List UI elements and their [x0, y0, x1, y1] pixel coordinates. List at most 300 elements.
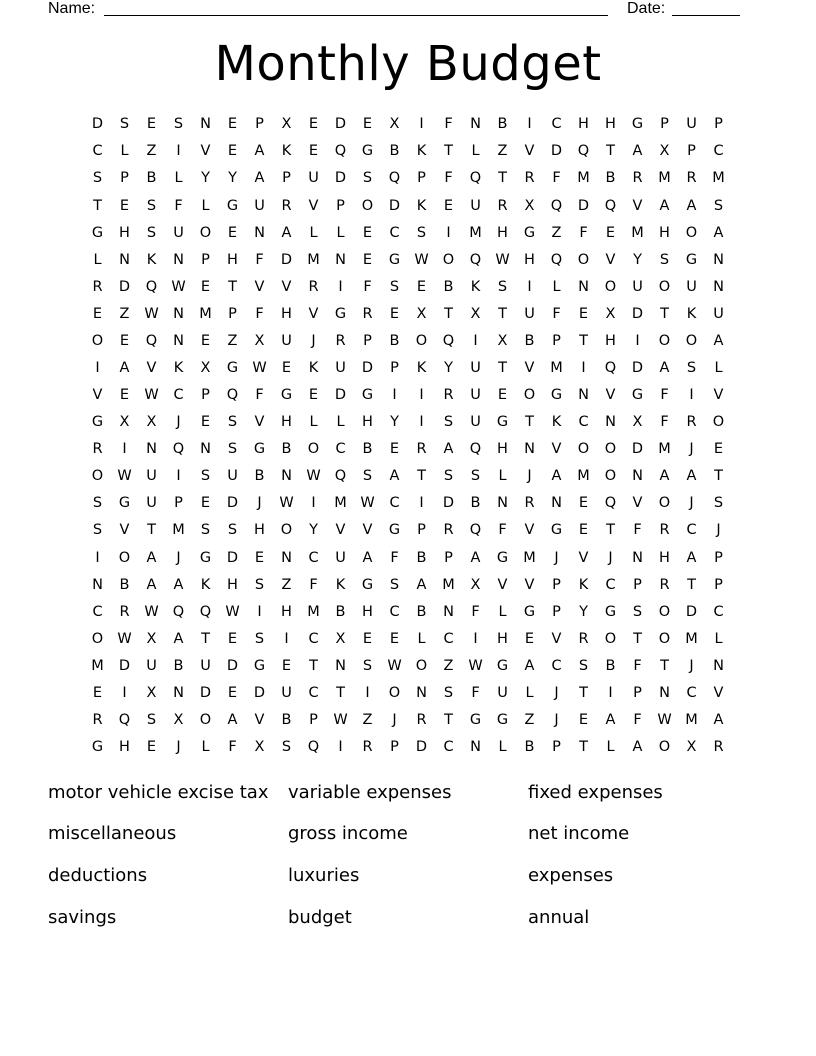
grid-letter: V — [524, 143, 535, 160]
grid-letter: X — [281, 116, 292, 133]
grid-letter: Q — [334, 143, 347, 160]
grid-letter: R — [362, 739, 373, 756]
grid-letter: B — [524, 332, 535, 349]
grid-letter: E — [362, 630, 373, 647]
grid-letter: Y — [228, 170, 237, 187]
grid-letter: P — [201, 387, 210, 404]
grid-letter: I — [284, 630, 289, 647]
grid-letter: S — [200, 468, 211, 485]
grid-letter: Q — [334, 468, 347, 485]
word-list — [48, 776, 768, 943]
grid-letter: R — [443, 387, 454, 404]
grid-letter: F — [471, 603, 480, 620]
grid-letter: F — [444, 116, 453, 133]
grid-letter: E — [200, 495, 211, 512]
grid-letter: D — [685, 603, 698, 620]
grid-letter: E — [389, 441, 400, 458]
grid-letter: A — [227, 712, 238, 728]
grid-letter: I — [608, 684, 613, 701]
grid-letter: I — [338, 739, 343, 756]
grid-letter: I — [419, 116, 424, 133]
grid-letter: G — [604, 603, 617, 620]
grid-letter: K — [578, 576, 589, 593]
grid-letter: G — [118, 495, 131, 512]
grid-letter: G — [91, 739, 104, 756]
grid-letter: T — [498, 305, 507, 322]
grid-letter: G — [685, 251, 698, 268]
grid-letter: N — [632, 549, 643, 566]
grid-letter: A — [713, 712, 724, 728]
grid-letter: V — [308, 305, 319, 322]
grid-letter: D — [91, 116, 104, 133]
grid-letter: O — [658, 630, 671, 647]
grid-letter: Y — [444, 359, 453, 376]
grid-letter: G — [334, 305, 347, 322]
grid-letter: F — [660, 414, 669, 431]
grid-letter: S — [443, 684, 454, 701]
grid-letter: W — [117, 468, 132, 485]
grid-letter: H — [659, 224, 670, 241]
word-list-item: annual — [528, 906, 590, 928]
grid-letter: L — [714, 630, 723, 647]
grid-letter: N — [92, 576, 103, 593]
grid-letter: E — [227, 224, 238, 241]
grid-letter: V — [605, 251, 616, 268]
grid-letter: V — [254, 278, 265, 295]
grid-letter: A — [173, 630, 184, 647]
grid-letter: V — [551, 630, 562, 647]
grid-letter: Q — [604, 197, 617, 214]
grid-letter: O — [91, 332, 104, 349]
grid-letter: H — [281, 603, 292, 620]
grid-letter: F — [633, 712, 642, 728]
grid-letter: O — [361, 197, 374, 214]
grid-letter: W — [279, 495, 294, 512]
grid-letter: H — [659, 549, 670, 566]
grid-letter: G — [253, 657, 266, 674]
grid-letter: L — [93, 251, 102, 268]
grid-letter: E — [578, 522, 589, 539]
grid-letter: Z — [443, 657, 454, 674]
grid-letter: T — [93, 197, 102, 214]
grid-letter: M — [172, 522, 185, 539]
grid-letter: P — [444, 549, 453, 566]
grid-letter: U — [470, 414, 481, 431]
grid-letter: G — [361, 576, 374, 593]
grid-letter: W — [225, 603, 240, 620]
grid-letter: E — [281, 657, 292, 674]
grid-letter: F — [174, 197, 183, 214]
grid-letter: I — [95, 359, 100, 376]
grid-letter: Q — [199, 603, 212, 620]
grid-letter: J — [689, 657, 694, 674]
grid-letter: H — [281, 414, 292, 431]
grid-letter: V — [524, 522, 535, 539]
grid-letter: O — [442, 251, 455, 268]
grid-letter: U — [254, 197, 265, 214]
grid-letter: G — [253, 441, 266, 458]
grid-letter: H — [227, 576, 238, 593]
grid-letter: K — [308, 359, 319, 376]
grid-letter: G — [631, 116, 644, 133]
grid-letter: F — [633, 522, 642, 539]
grid-letter: F — [255, 387, 264, 404]
grid-letter: D — [334, 116, 347, 133]
grid-letter: J — [689, 495, 694, 512]
grid-letter: T — [201, 630, 210, 647]
grid-letter: J — [176, 549, 181, 566]
grid-letter: P — [174, 495, 183, 512]
grid-letter: I — [392, 387, 397, 404]
grid-letter: D — [550, 143, 563, 160]
grid-letter: O — [685, 332, 698, 349]
grid-letter: M — [685, 712, 698, 728]
grid-letter: B — [443, 278, 454, 295]
grid-letter: L — [336, 224, 345, 241]
grid-letter: S — [389, 278, 400, 295]
grid-letter: T — [687, 576, 696, 593]
grid-letter: C — [686, 684, 697, 701]
grid-letter: I — [338, 278, 343, 295]
word-list-item: variable expenses — [288, 781, 452, 803]
grid-letter: S — [389, 576, 400, 593]
grid-letter: S — [146, 712, 157, 728]
grid-letter: A — [173, 576, 184, 593]
grid-letter: R — [335, 332, 346, 349]
grid-letter: T — [498, 359, 507, 376]
grid-letter: A — [686, 468, 697, 485]
grid-letter: L — [336, 414, 345, 431]
grid-letter: N — [146, 441, 157, 458]
grid-letter: S — [200, 522, 211, 539]
grid-letter: N — [173, 305, 184, 322]
grid-letter: O — [415, 657, 428, 674]
grid-letter: B — [416, 549, 427, 566]
grid-letter: E — [389, 630, 400, 647]
grid-letter: G — [280, 387, 293, 404]
grid-letter: B — [497, 116, 508, 133]
word-list-item: deductions — [48, 864, 148, 886]
grid-letter: F — [255, 251, 264, 268]
word-list-item: luxuries — [288, 864, 360, 886]
grid-letter: Q — [604, 495, 617, 512]
grid-letter: C — [389, 603, 400, 620]
grid-letter: E — [92, 305, 103, 322]
grid-letter: L — [174, 170, 183, 187]
grid-letter: T — [228, 278, 237, 295]
grid-letter: J — [257, 495, 262, 512]
grid-letter: V — [200, 143, 211, 160]
grid-letter: P — [390, 359, 399, 376]
grid-letter: F — [363, 278, 372, 295]
grid-letter: L — [120, 143, 129, 160]
grid-letter: F — [444, 170, 453, 187]
date-label: Date: — [627, 0, 666, 17]
grid-letter: U — [335, 549, 346, 566]
grid-letter: G — [496, 414, 509, 431]
grid-letter: A — [389, 468, 400, 485]
grid-letter: C — [443, 630, 454, 647]
grid-letter: S — [92, 495, 103, 512]
grid-letter: F — [228, 739, 237, 756]
grid-letter: W — [360, 495, 375, 512]
grid-letter: N — [254, 224, 265, 241]
grid-letter: A — [416, 576, 427, 593]
grid-letter: R — [524, 495, 535, 512]
grid-letter: P — [633, 576, 642, 593]
grid-letter: M — [469, 224, 482, 241]
grid-letter: G — [496, 549, 509, 566]
grid-letter: K — [146, 251, 157, 268]
grid-letter: D — [631, 305, 644, 322]
grid-letter: V — [92, 387, 103, 404]
grid-letter: O — [280, 522, 293, 539]
grid-letter: F — [309, 576, 318, 593]
grid-letter: D — [334, 170, 347, 187]
grid-letter: E — [389, 305, 400, 322]
grid-letter: H — [497, 224, 508, 241]
grid-letter: O — [685, 224, 698, 241]
grid-letter: N — [578, 387, 589, 404]
grid-letter: R — [416, 712, 427, 728]
grid-letter: Q — [550, 197, 563, 214]
grid-letter: I — [689, 387, 694, 404]
grid-letter: B — [389, 332, 400, 349]
grid-letter: Q — [118, 712, 131, 728]
grid-letter: E — [308, 143, 319, 160]
grid-letter: H — [524, 251, 535, 268]
grid-letter: Q — [172, 603, 185, 620]
grid-letter: O — [118, 549, 131, 566]
grid-letter: N — [497, 495, 508, 512]
grid-letter: X — [254, 739, 265, 756]
grid-letter: D — [334, 387, 347, 404]
grid-letter: U — [173, 224, 184, 241]
page-title: Monthly Budget — [214, 36, 602, 92]
grid-letter: U — [470, 387, 481, 404]
grid-letter: M — [550, 359, 563, 376]
grid-letter: U — [146, 657, 157, 674]
grid-letter: P — [201, 251, 210, 268]
grid-letter: W — [144, 603, 159, 620]
name-blank-line[interactable] — [104, 15, 608, 16]
grid-letter: O — [658, 278, 671, 295]
grid-letter: N — [605, 414, 616, 431]
grid-letter: T — [444, 712, 453, 728]
grid-letter: G — [226, 197, 239, 214]
grid-letter: Z — [551, 224, 562, 241]
grid-letter: J — [554, 684, 559, 701]
grid-letter: P — [633, 684, 642, 701]
grid-letter: B — [281, 441, 292, 458]
grid-letter: D — [631, 441, 644, 458]
grid-letter: R — [686, 170, 697, 187]
word-list-item: motor vehicle excise tax — [48, 781, 269, 803]
grid-letter: U — [686, 278, 697, 295]
grid-letter: M — [577, 468, 590, 485]
grid-letter: J — [554, 549, 559, 566]
grid-letter: N — [470, 116, 481, 133]
grid-letter: B — [362, 441, 373, 458]
grid-letter: O — [712, 414, 725, 431]
grid-letter: H — [119, 224, 130, 241]
grid-letter: L — [498, 739, 507, 756]
grid-letter: C — [578, 414, 589, 431]
grid-letter: S — [119, 116, 130, 133]
grid-letter: T — [579, 684, 588, 701]
grid-letter: R — [443, 522, 454, 539]
grid-letter: X — [335, 630, 346, 647]
grid-letter: F — [471, 684, 480, 701]
grid-letter: I — [122, 441, 127, 458]
grid-letter: E — [497, 387, 508, 404]
grid-letter: A — [659, 468, 670, 485]
grid-letter: T — [633, 630, 642, 647]
word-list-item: fixed expenses — [528, 781, 663, 803]
grid-letter: Q — [577, 143, 590, 160]
grid-letter: S — [146, 224, 157, 241]
grid-letter: F — [552, 170, 561, 187]
grid-letter: H — [605, 116, 616, 133]
grid-letter: N — [524, 441, 535, 458]
grid-letter: L — [417, 630, 426, 647]
grid-letter: T — [417, 468, 426, 485]
grid-letter: G — [91, 414, 104, 431]
grid-letter: K — [335, 576, 346, 593]
grid-letter: H — [578, 116, 589, 133]
grid-letter: O — [658, 603, 671, 620]
grid-letter: I — [473, 630, 478, 647]
grid-letter: E — [578, 495, 589, 512]
grid-letter: B — [281, 712, 292, 728]
grid-letter: C — [335, 441, 346, 458]
grid-letter: A — [146, 549, 157, 566]
grid-letter: R — [713, 739, 724, 756]
grid-letter: X — [497, 332, 508, 349]
grid-letter: C — [551, 657, 562, 674]
grid-letter: U — [308, 170, 319, 187]
grid-letter: R — [92, 441, 103, 458]
grid-letter: R — [659, 522, 670, 539]
grid-letter: M — [523, 549, 536, 566]
grid-letter: V — [335, 522, 346, 539]
grid-letter: L — [552, 278, 561, 295]
grid-letter: X — [605, 305, 616, 322]
grid-letter: O — [604, 278, 617, 295]
grid-letter: X — [119, 414, 130, 431]
grid-letter: O — [199, 712, 212, 728]
grid-letter: U — [281, 332, 292, 349]
grid-letter: C — [173, 387, 184, 404]
header — [48, 0, 748, 20]
grid-letter: Z — [227, 332, 238, 349]
grid-letter: B — [605, 170, 616, 187]
grid-letter: R — [308, 278, 319, 295]
grid-letter: E — [578, 712, 589, 728]
name-label: Name: — [48, 0, 96, 17]
grid-letter: O — [388, 684, 401, 701]
grid-letter: D — [226, 549, 239, 566]
grid-letter: I — [419, 495, 424, 512]
grid-letter: A — [686, 549, 697, 566]
grid-letter: T — [606, 522, 615, 539]
grid-letter: A — [443, 441, 454, 458]
grid-letter: W — [387, 657, 402, 674]
grid-letter: P — [282, 170, 291, 187]
grid-letter: M — [442, 576, 455, 593]
grid-letter: P — [714, 116, 723, 133]
grid-letter: J — [554, 712, 559, 728]
grid-letter: D — [415, 739, 428, 756]
grid-letter: R — [362, 305, 373, 322]
grid-letter: P — [417, 170, 426, 187]
grid-letter: J — [392, 712, 397, 728]
grid-letter: N — [713, 657, 724, 674]
grid-letter: R — [92, 712, 103, 728]
word-list-item: savings — [48, 906, 117, 928]
grid-letter: A — [713, 224, 724, 241]
grid-letter: U — [470, 197, 481, 214]
grid-letter: S — [92, 522, 103, 539]
grid-letter: R — [119, 603, 130, 620]
grid-letter: E — [227, 116, 238, 133]
word-list-item: budget — [288, 906, 352, 928]
grid-letter: M — [307, 603, 320, 620]
grid-letter: U — [632, 278, 643, 295]
grid-letter: R — [416, 441, 427, 458]
grid-letter: W — [306, 468, 321, 485]
grid-letter: V — [551, 441, 562, 458]
grid-letter: G — [91, 224, 104, 241]
grid-letter: V — [632, 197, 643, 214]
grid-letter: V — [713, 387, 724, 404]
grid-letter: R — [524, 170, 535, 187]
grid-letter: O — [91, 468, 104, 485]
grid-letter: N — [551, 495, 562, 512]
word-list-item: net income — [528, 823, 630, 845]
grid-letter: J — [311, 332, 316, 349]
grid-letter: G — [496, 657, 509, 674]
grid-letter: I — [365, 684, 370, 701]
grid-letter: K — [281, 143, 292, 160]
grid-letter: Q — [226, 387, 239, 404]
grid-letter: E — [146, 739, 157, 756]
grid-letter: B — [254, 468, 265, 485]
grid-letter: V — [308, 197, 319, 214]
grid-letter: S — [497, 278, 508, 295]
grid-letter: O — [523, 387, 536, 404]
grid-letter: P — [363, 332, 372, 349]
grid-letter: Q — [469, 170, 482, 187]
grid-letter: A — [659, 359, 670, 376]
grid-letter: C — [713, 603, 724, 620]
grid-letter: E — [227, 630, 238, 647]
grid-letter: S — [470, 468, 481, 485]
grid-letter: C — [713, 143, 724, 160]
grid-letter: M — [631, 224, 644, 241]
grid-letter: U — [335, 359, 346, 376]
grid-letter: O — [577, 251, 590, 268]
grid-letter: Z — [497, 143, 508, 160]
grid-letter: P — [390, 739, 399, 756]
grid-letter: G — [631, 387, 644, 404]
grid-letter: J — [608, 549, 613, 566]
grid-letter: N — [335, 657, 346, 674]
grid-letter: P — [417, 522, 426, 539]
date-blank-line[interactable] — [672, 15, 740, 16]
grid-letter: E — [119, 332, 130, 349]
grid-letter: X — [686, 739, 697, 756]
